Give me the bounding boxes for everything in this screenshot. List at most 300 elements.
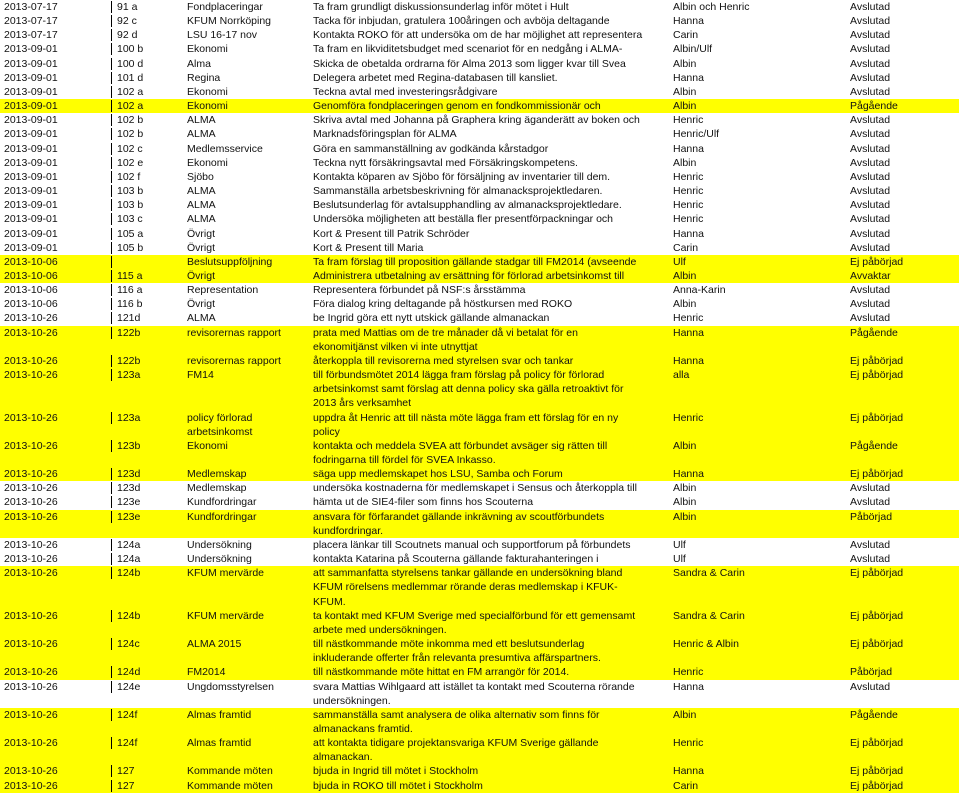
date-cell: 2013-09-01 bbox=[4, 57, 58, 70]
task-cell: till nästkommande möte hittat en FM arrangör för 2014. bbox=[313, 666, 570, 679]
category-cell: Fondplaceringar bbox=[187, 1, 263, 13]
status-cell: Ej påbörjad bbox=[850, 737, 904, 750]
task-cell: uppdra åt Henric att till nästa möte lägga fram ett förslag för en ny policy bbox=[313, 411, 619, 438]
table-row bbox=[0, 255, 959, 269]
task-cell: Föra dialog kring deltagande på höstkursen med ROKO bbox=[313, 298, 573, 311]
status-cell: Avslutad bbox=[850, 482, 891, 495]
category-cell: Ekonomi bbox=[187, 100, 228, 113]
task-cell: hämta ut de SIE4-filer som finns hos Scouterna bbox=[313, 496, 534, 509]
item-number-cell: 100 b bbox=[117, 43, 144, 56]
category-cell: Kommande möten bbox=[187, 765, 273, 778]
column-divider bbox=[111, 256, 116, 268]
status-cell: Avslutad bbox=[850, 15, 891, 28]
responsible-cell: Henric bbox=[673, 185, 704, 198]
date-cell: 2013-10-26 bbox=[4, 779, 58, 792]
task-cell: Sammanställa arbetsbeskrivning för almanacksprojektledaren. bbox=[313, 185, 603, 198]
table-row bbox=[0, 736, 959, 764]
item-number-cell: 124a bbox=[117, 553, 141, 566]
responsible-cell: Henric bbox=[673, 666, 704, 679]
task-cell: placera länkar till Scoutnets manual och supportforum på förbundets bbox=[313, 538, 631, 551]
table-row bbox=[0, 326, 959, 354]
category-cell: ALMA bbox=[187, 199, 216, 212]
date-cell: 2013-10-06 bbox=[4, 255, 58, 268]
table-row bbox=[0, 14, 959, 28]
column-divider bbox=[111, 270, 116, 282]
task-cell: bjuda in ROKO till mötet i Stockholm bbox=[313, 779, 483, 792]
table-row bbox=[0, 481, 959, 495]
table-row bbox=[0, 28, 959, 42]
item-number-cell: 116 b bbox=[117, 298, 143, 311]
responsible-cell: Albin bbox=[673, 156, 697, 169]
task-cell: Tacka för inbjudan, gratulera 100åringen och avböja deltagande bbox=[313, 15, 610, 28]
responsible-cell: alla bbox=[673, 369, 690, 382]
column-divider bbox=[111, 100, 116, 112]
date-cell: 2013-07-17 bbox=[4, 15, 58, 28]
column-divider bbox=[111, 638, 116, 650]
category-cell: Undersökning bbox=[187, 538, 252, 551]
responsible-cell: Ulf bbox=[673, 255, 686, 268]
item-number-cell: 124d bbox=[117, 666, 141, 679]
status-cell: Avslutad bbox=[850, 553, 891, 566]
item-number-cell: 123d bbox=[117, 482, 141, 495]
item-number-cell: 124b bbox=[117, 567, 141, 580]
date-cell: 2013-10-06 bbox=[4, 298, 58, 311]
column-divider bbox=[111, 128, 116, 140]
category-cell: Medlemsservice bbox=[187, 142, 263, 155]
category-cell: Undersökning bbox=[187, 553, 252, 566]
category-cell: KFUM mervärde bbox=[187, 609, 265, 622]
category-cell: Övrigt bbox=[187, 269, 216, 282]
status-cell: Avslutad bbox=[850, 71, 891, 84]
column-divider bbox=[111, 765, 116, 777]
status-cell: Avslutad bbox=[850, 213, 891, 226]
date-cell: 2013-10-26 bbox=[4, 510, 58, 523]
status-cell: Ej påbörjad bbox=[850, 638, 904, 651]
task-cell: Teckna nytt försäkringsavtal med Försäkringskompetens. bbox=[313, 156, 578, 169]
table-row bbox=[0, 368, 959, 410]
responsible-cell: Hanna bbox=[673, 142, 704, 155]
category-cell: ALMA bbox=[187, 128, 216, 141]
date-cell: 2013-10-26 bbox=[4, 482, 58, 495]
column-divider bbox=[111, 440, 116, 452]
table-row bbox=[0, 85, 959, 99]
category-cell: Kommande möten bbox=[187, 779, 273, 792]
category-cell: ALMA bbox=[187, 213, 216, 226]
category-cell: LSU 16-17 nov bbox=[187, 29, 258, 42]
column-divider bbox=[111, 1, 116, 13]
date-cell: 2013-10-26 bbox=[4, 439, 58, 452]
item-number-cell: 123a bbox=[117, 369, 141, 382]
category-cell: Representation bbox=[187, 284, 259, 297]
task-cell: kontakta Katarina på Scouterna gällande fakturahanteringen i bbox=[313, 553, 599, 566]
category-cell: Övrigt bbox=[187, 227, 216, 240]
date-cell: 2013-10-06 bbox=[4, 284, 58, 297]
date-cell: 2013-09-01 bbox=[4, 128, 58, 141]
status-cell: Ej påbörjad bbox=[850, 468, 904, 481]
table-row bbox=[0, 99, 959, 113]
date-cell: 2013-09-01 bbox=[4, 213, 58, 226]
status-cell: Avslutad bbox=[850, 298, 891, 311]
table-row bbox=[0, 142, 959, 156]
column-divider bbox=[111, 666, 116, 678]
table-row bbox=[0, 779, 959, 793]
date-cell: 2013-09-01 bbox=[4, 100, 58, 113]
status-cell: Avslutad bbox=[850, 1, 891, 13]
date-cell: 2013-09-01 bbox=[4, 142, 58, 155]
responsible-cell: Hanna bbox=[673, 71, 704, 84]
responsible-cell: Albin bbox=[673, 482, 697, 495]
status-cell: Avslutad bbox=[850, 57, 891, 70]
item-number-cell: 105 a bbox=[117, 227, 144, 240]
category-cell: FM2014 bbox=[187, 666, 226, 679]
table-row bbox=[0, 57, 959, 71]
item-number-cell: 116 a bbox=[117, 284, 143, 297]
date-cell: 2013-10-26 bbox=[4, 312, 58, 325]
item-number-cell: 103 b bbox=[117, 199, 144, 212]
task-cell: Beslutsunderlag för avtalsupphandling av almanacksprojektledare. bbox=[313, 199, 622, 212]
item-number-cell: 124e bbox=[117, 680, 141, 693]
date-cell: 2013-09-01 bbox=[4, 199, 58, 212]
task-cell: undersöka kostnaderna för medlemskapet i Sensus och återkoppla till bbox=[313, 482, 637, 495]
date-cell: 2013-10-26 bbox=[4, 609, 58, 622]
date-cell: 2013-10-26 bbox=[4, 411, 58, 424]
status-cell: Avslutad bbox=[850, 43, 891, 56]
category-cell: Ekonomi bbox=[187, 43, 228, 56]
category-cell: Medlemskap bbox=[187, 482, 247, 495]
category-cell: Ungdomsstyrelsen bbox=[187, 680, 274, 693]
table-row bbox=[0, 156, 959, 170]
responsible-cell: Henric & Albin bbox=[673, 638, 739, 651]
table-row bbox=[0, 552, 959, 566]
category-cell: Kundfordringar bbox=[187, 510, 257, 523]
status-cell: Ej påbörjad bbox=[850, 255, 904, 268]
column-divider bbox=[111, 72, 116, 84]
item-number-cell: 122b bbox=[117, 326, 141, 339]
item-number-cell: 124a bbox=[117, 538, 141, 551]
status-cell: Påbörjad bbox=[850, 510, 893, 523]
table-row bbox=[0, 198, 959, 212]
date-cell: 2013-09-01 bbox=[4, 185, 58, 198]
task-cell: att kontakta tidigare projektansvariga KFUM Sverige gällande almanackan. bbox=[313, 737, 599, 764]
column-divider bbox=[111, 114, 116, 126]
category-cell: Medlemskap bbox=[187, 468, 247, 481]
status-cell: Avslutad bbox=[850, 156, 891, 169]
category-cell: ALMA 2015 bbox=[187, 638, 242, 651]
item-number-cell: 100 d bbox=[117, 57, 144, 70]
item-number-cell: 122b bbox=[117, 354, 141, 367]
responsible-cell: Sandra & Carin bbox=[673, 609, 745, 622]
task-cell: svara Mattias Wihlgaard att istället ta kontakt med Scouterna rörande undersökningen. bbox=[313, 680, 635, 707]
responsible-cell: Hanna bbox=[673, 680, 704, 693]
item-number-cell: 127 bbox=[117, 779, 135, 792]
responsible-cell: Sandra & Carin bbox=[673, 567, 745, 580]
responsible-cell: Albin bbox=[673, 57, 697, 70]
responsible-cell: Carin bbox=[673, 29, 699, 42]
status-cell: Ej påbörjad bbox=[850, 609, 904, 622]
date-cell: 2013-07-17 bbox=[4, 29, 58, 42]
task-cell: säga upp medlemskapet hos LSU, Samba och Forum bbox=[313, 468, 563, 481]
responsible-cell: Hanna bbox=[673, 326, 704, 339]
task-cell: Skriva avtal med Johanna på Graphera kring äganderätt av boken och bbox=[313, 114, 640, 127]
task-cell: återkoppla till revisorerna med styrelsen svar och tankar bbox=[313, 354, 574, 367]
category-cell: KFUM mervärde bbox=[187, 567, 265, 580]
table-row bbox=[0, 538, 959, 552]
task-cell: Marknadsföringsplan för ALMA bbox=[313, 128, 457, 141]
date-cell: 2013-09-01 bbox=[4, 43, 58, 56]
date-cell: 2013-10-26 bbox=[4, 708, 58, 721]
category-cell: revisorernas rapport bbox=[187, 326, 281, 339]
status-cell: Ej påbörjad bbox=[850, 779, 904, 792]
task-cell: sammanställa samt analysera de olika alternativ som finns för almanackans framtid. bbox=[313, 708, 600, 735]
status-cell: Påbörjad bbox=[850, 666, 893, 679]
column-divider bbox=[111, 199, 116, 211]
responsible-cell: Henric bbox=[673, 199, 704, 212]
responsible-cell: Albin bbox=[673, 298, 697, 311]
column-divider bbox=[111, 86, 116, 98]
category-cell: Kundfordringar bbox=[187, 496, 257, 509]
item-number-cell: 92 d bbox=[117, 29, 138, 42]
item-number-cell: 123e bbox=[117, 496, 141, 509]
column-divider bbox=[111, 709, 116, 721]
item-number-cell: 101 d bbox=[117, 71, 144, 84]
column-divider bbox=[111, 468, 116, 480]
table-row bbox=[0, 227, 959, 241]
date-cell: 2013-10-26 bbox=[4, 737, 58, 750]
task-cell: att sammanfatta styrelsens tankar gällande en undersökning bland KFUM rörelsens medlemmar rörande deras medlemskap i KFUK- KFUM. bbox=[313, 567, 623, 608]
status-cell: Ej påbörjad bbox=[850, 354, 904, 367]
table-row bbox=[0, 764, 959, 778]
item-number-cell: 124b bbox=[117, 609, 141, 622]
column-divider bbox=[111, 412, 116, 424]
column-divider bbox=[111, 58, 116, 70]
column-divider bbox=[111, 213, 116, 225]
item-number-cell: 102 b bbox=[117, 114, 144, 127]
responsible-cell: Henric bbox=[673, 737, 704, 750]
table-row bbox=[0, 127, 959, 141]
item-number-cell: 123a bbox=[117, 411, 141, 424]
date-cell: 2013-10-26 bbox=[4, 680, 58, 693]
status-cell: Ej påbörjad bbox=[850, 411, 904, 424]
item-number-cell: 127 bbox=[117, 765, 135, 778]
responsible-cell: Hanna bbox=[673, 765, 704, 778]
task-cell: till förbundsmötet 2014 lägga fram förslag på policy för förlorad arbetsinkomst samt förslag att denna policy ska gälla retroaktivt för 2013 års verksamhet bbox=[313, 369, 624, 410]
table-row bbox=[0, 665, 959, 679]
column-divider bbox=[111, 355, 116, 367]
responsible-cell: Hanna bbox=[673, 354, 704, 367]
date-cell: 2013-10-26 bbox=[4, 567, 58, 580]
table-row bbox=[0, 637, 959, 665]
responsible-cell: Albin bbox=[673, 269, 697, 282]
task-cell: Genomföra fondplaceringen genom en fondkommissionär och bbox=[313, 100, 601, 113]
task-cell: ta kontakt med KFUM Sverige med specialförbund för ett gemensamt arbete med undersökningen. bbox=[313, 609, 636, 636]
category-cell: revisorernas rapport bbox=[187, 354, 281, 367]
date-cell: 2013-10-26 bbox=[4, 496, 58, 509]
status-cell: Ej påbörjad bbox=[850, 765, 904, 778]
category-cell: Övrigt bbox=[187, 241, 216, 254]
responsible-cell: Henric bbox=[673, 213, 704, 226]
status-cell: Avvaktar bbox=[850, 269, 891, 282]
date-cell: 2013-10-26 bbox=[4, 538, 58, 551]
table-row bbox=[0, 241, 959, 255]
item-number-cell bbox=[117, 255, 179, 269]
item-number-cell: 102 b bbox=[117, 128, 144, 141]
item-number-cell: 103 c bbox=[117, 213, 143, 226]
task-cell: bjuda in Ingrid till mötet i Stockholm bbox=[313, 765, 479, 778]
table-row bbox=[0, 184, 959, 198]
category-cell: ALMA bbox=[187, 114, 216, 127]
responsible-cell: Hanna bbox=[673, 227, 704, 240]
category-cell: Beslutsuppföljning bbox=[187, 255, 273, 268]
column-divider bbox=[111, 780, 116, 792]
responsible-cell: Albin och Henric bbox=[673, 1, 750, 13]
status-cell: Avslutad bbox=[850, 170, 891, 183]
date-cell: 2013-10-26 bbox=[4, 553, 58, 566]
item-number-cell: 102 a bbox=[117, 100, 144, 113]
responsible-cell: Albin bbox=[673, 510, 697, 523]
category-cell: FM14 bbox=[187, 369, 214, 382]
task-cell: Ta fram förslag till proposition gällande stadgar till FM2014 (avseende bbox=[313, 255, 637, 268]
table-row bbox=[0, 566, 959, 608]
column-divider bbox=[111, 242, 116, 254]
column-divider bbox=[111, 511, 116, 523]
column-divider bbox=[111, 43, 116, 55]
date-cell: 2013-10-26 bbox=[4, 765, 58, 778]
date-cell: 2013-10-26 bbox=[4, 326, 58, 339]
task-cell: Kort & Present till Maria bbox=[313, 241, 424, 254]
table-row bbox=[0, 269, 959, 283]
category-cell: Almas framtid bbox=[187, 708, 252, 721]
table-row bbox=[0, 113, 959, 127]
category-cell: Regina bbox=[187, 71, 221, 84]
table-row bbox=[0, 311, 959, 325]
date-cell: 2013-10-26 bbox=[4, 354, 58, 367]
task-cell: Undersöka möjligheten att beställa fler presentförpackningar och bbox=[313, 213, 614, 226]
responsible-cell: Henric bbox=[673, 411, 704, 424]
column-divider bbox=[111, 610, 116, 622]
category-cell: Ekonomi bbox=[187, 156, 228, 169]
column-divider bbox=[111, 157, 116, 169]
responsible-cell: Albin/Ulf bbox=[673, 43, 713, 56]
status-cell: Avslutad bbox=[850, 29, 891, 42]
status-cell: Ej påbörjad bbox=[850, 567, 904, 580]
item-number-cell: 105 b bbox=[117, 241, 144, 254]
item-number-cell: 102 f bbox=[117, 170, 141, 183]
date-cell: 2013-09-01 bbox=[4, 241, 58, 254]
task-cell: kontakta och meddela SVEA att förbundet avsäger sig rätten till fodringarna till fördel för SVEA Inkasso. bbox=[313, 439, 608, 466]
date-cell: 2013-10-26 bbox=[4, 369, 58, 382]
column-divider bbox=[111, 737, 116, 749]
category-cell: Almas framtid bbox=[187, 737, 252, 750]
responsible-cell: Albin bbox=[673, 100, 697, 113]
task-cell: Teckna avtal med investeringsrådgivare bbox=[313, 85, 498, 98]
column-divider bbox=[111, 29, 116, 41]
column-divider bbox=[111, 567, 116, 579]
status-cell: Avslutad bbox=[850, 496, 891, 509]
status-cell: Pågående bbox=[850, 708, 898, 721]
category-cell: Ekonomi bbox=[187, 85, 228, 98]
column-divider bbox=[111, 284, 116, 296]
task-cell: till nästkommande möte inkomma med ett beslutsunderlag inkluderande offerter från relevanta presumtiva affärspartners. bbox=[313, 638, 601, 665]
category-cell: ALMA bbox=[187, 185, 216, 198]
column-divider bbox=[111, 681, 116, 693]
responsible-cell: Henric bbox=[673, 170, 704, 183]
item-number-cell: 91 a bbox=[117, 1, 138, 13]
item-number-cell: 102 e bbox=[117, 156, 144, 169]
column-divider bbox=[111, 482, 116, 494]
status-cell: Avslutad bbox=[850, 185, 891, 198]
status-cell: Avslutad bbox=[850, 538, 891, 551]
column-divider bbox=[111, 298, 116, 310]
column-divider bbox=[111, 553, 116, 565]
table-row bbox=[0, 297, 959, 311]
status-cell: Avslutad bbox=[850, 114, 891, 127]
table-row bbox=[0, 510, 959, 538]
item-number-cell: 103 b bbox=[117, 185, 144, 198]
table-row bbox=[0, 0, 959, 14]
item-number-cell: 123b bbox=[117, 439, 141, 452]
column-divider bbox=[111, 327, 116, 339]
date-cell: 2013-09-01 bbox=[4, 170, 58, 183]
date-cell: 2013-10-26 bbox=[4, 638, 58, 651]
table-row bbox=[0, 609, 959, 637]
task-cell: Göra en sammanställning av godkända kårstadgor bbox=[313, 142, 549, 155]
responsible-cell: Henric/Ulf bbox=[673, 128, 720, 141]
table-row bbox=[0, 680, 959, 708]
status-cell: Avslutad bbox=[850, 241, 891, 254]
task-cell: Representera förbundet på NSF:s årsstämma bbox=[313, 284, 526, 297]
status-cell: Ej påbörjad bbox=[850, 369, 904, 382]
date-cell: 2013-09-01 bbox=[4, 114, 58, 127]
date-cell: 2013-09-01 bbox=[4, 156, 58, 169]
task-cell: Kort & Present till Patrik Schröder bbox=[313, 227, 470, 240]
item-number-cell: 92 c bbox=[117, 15, 137, 28]
item-number-cell: 124f bbox=[117, 737, 138, 750]
status-cell: Avslutad bbox=[850, 142, 891, 155]
status-cell: Avslutad bbox=[850, 85, 891, 98]
task-cell: Delegera arbetet med Regina-databasen till kansliet. bbox=[313, 71, 558, 84]
table-row bbox=[0, 283, 959, 297]
responsible-cell: Hanna bbox=[673, 15, 704, 28]
table-row bbox=[0, 71, 959, 85]
status-cell: Avslutad bbox=[850, 312, 891, 325]
status-cell: Avslutad bbox=[850, 284, 891, 297]
column-divider bbox=[111, 171, 116, 183]
item-number-cell: 115 a bbox=[117, 269, 143, 282]
status-cell: Avslutad bbox=[850, 227, 891, 240]
table-row bbox=[0, 42, 959, 56]
task-cell: Ta fram en likviditetsbudget med scenariot för en nedgång i ALMA- bbox=[313, 43, 623, 56]
responsible-cell: Albin bbox=[673, 85, 697, 98]
task-cell: Ta fram grundligt diskussionsunderlag inför mötet i Hult bbox=[313, 1, 569, 13]
item-number-cell: 124f bbox=[117, 708, 138, 721]
category-cell: KFUM Norrköping bbox=[187, 15, 272, 28]
date-cell: 2013-10-26 bbox=[4, 468, 58, 481]
table-row bbox=[0, 495, 959, 509]
task-cell: be Ingrid göra ett nytt utskick gällande almanackan bbox=[313, 312, 550, 325]
table-row bbox=[0, 708, 959, 736]
responsible-cell: Albin bbox=[673, 496, 697, 509]
category-cell: Ekonomi bbox=[187, 439, 228, 452]
date-cell: 2013-10-06 bbox=[4, 269, 58, 282]
status-cell: Pågående bbox=[850, 100, 898, 113]
table-row bbox=[0, 439, 959, 467]
responsible-cell: Henric bbox=[673, 114, 704, 127]
item-number-cell: 102 c bbox=[117, 142, 143, 155]
item-number-cell: 121d bbox=[117, 312, 141, 325]
item-number-cell: 124c bbox=[117, 638, 140, 651]
column-divider bbox=[111, 496, 116, 508]
responsible-cell: Hanna bbox=[673, 468, 704, 481]
